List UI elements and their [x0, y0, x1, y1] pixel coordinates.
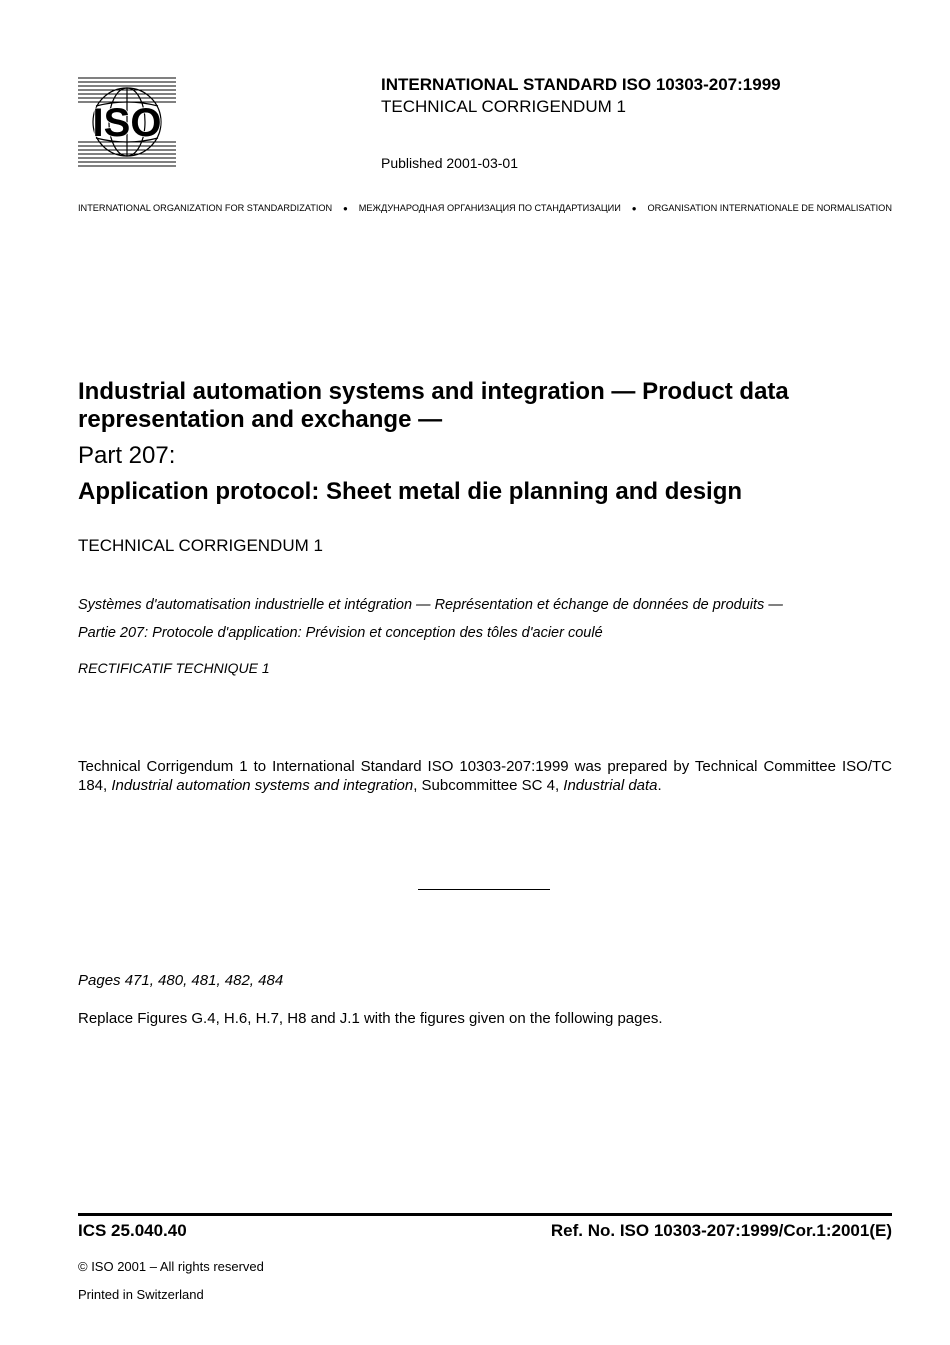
- reference-number: Ref. No. ISO 10303-207:1999/Cor.1:2001(E): [550, 1221, 892, 1240]
- bullet-separator: ●: [343, 203, 348, 213]
- organization-ru: МЕЖДУНАРОДНАЯ ОРГАНИЗАЦИЯ ПО СТАНДАРТИЗАЦИИ: [358, 203, 621, 213]
- committee-title: Industrial automation systems and integration: [111, 777, 414, 794]
- published-date: Published 2001-03-01: [381, 155, 518, 171]
- bullet-separator: ●: [631, 203, 637, 213]
- corrigendum-label: TECHNICAL CORRIGENDUM 1: [78, 536, 323, 555]
- subcommittee-title: Industrial data: [563, 777, 658, 794]
- section-divider: [418, 889, 550, 890]
- replace-instruction: Replace Figures G.4, H.6, H.7, H8 and J.1 with the figures given on the following pages.: [78, 1010, 663, 1027]
- pages-reference: Pages 471, 480, 481, 482, 484: [78, 972, 284, 989]
- application-protocol-title: Application protocol: Sheet metal die planning and design: [78, 478, 743, 505]
- part-number: Part 207:: [78, 442, 176, 469]
- copyright-notice: © ISO 2001 – All rights reserved: [78, 1259, 264, 1274]
- preparation-text: Technical Corrigendum 1 to International Standard ISO 10303-207:1999 was prepared by Technical Committee ISO/TC 184,: [78, 758, 892, 794]
- document-main-title: Industrial automation systems and integration — Product data representation and exchange —: [78, 378, 789, 433]
- preparation-text: .: [657, 777, 662, 794]
- preparation-text: , Subcommittee SC 4,: [413, 777, 564, 794]
- iso-logo: [78, 76, 176, 168]
- standard-subtitle: TECHNICAL CORRIGENDUM 1: [381, 97, 626, 116]
- organization-fr: ORGANISATION INTERNATIONALE DE NORMALISATION: [647, 203, 892, 213]
- ics-code: ICS 25.040.40: [78, 1221, 187, 1240]
- french-corrigendum-label: RECTIFICATIF TECHNIQUE 1: [78, 660, 270, 676]
- preparation-paragraph: [78, 757, 892, 795]
- footer-rule: [78, 1213, 892, 1216]
- printed-location: Printed in Switzerland: [78, 1287, 204, 1302]
- french-title-line1: Systèmes d'automatisation industrielle et intégration — Représentation et échange de données de produits —: [78, 597, 783, 613]
- iso-logo-text: ISO: [92, 101, 162, 145]
- standard-title: INTERNATIONAL STANDARD ISO 10303-207:1999: [381, 75, 781, 94]
- organization-en: INTERNATIONAL ORGANIZATION FOR STANDARDIZATION: [78, 203, 333, 213]
- french-title-line2: Partie 207: Protocole d'application: Prévision et conception des tôles d'acier coulé: [78, 625, 603, 641]
- organization-line: [78, 203, 892, 213]
